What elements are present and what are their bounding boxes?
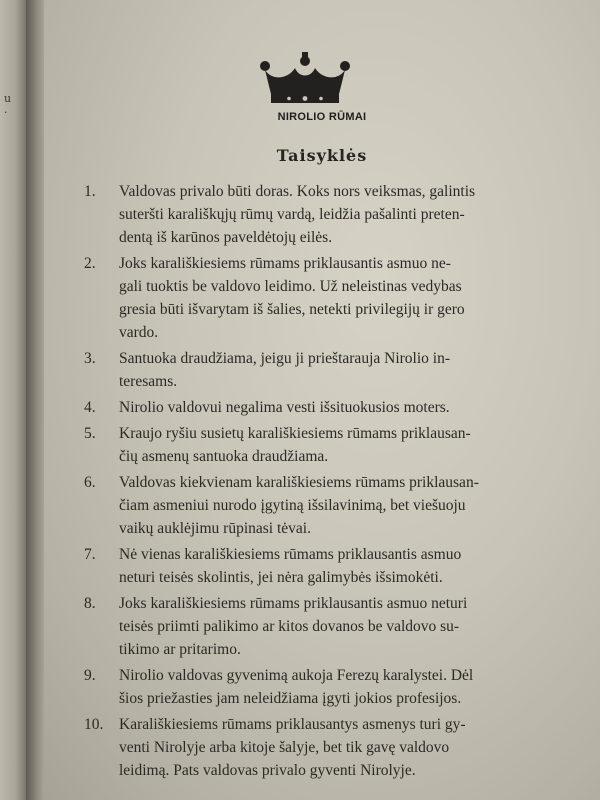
rule-text-line: Santuoka draudžiama, jeigu ji prieštarauja Nirolio in- [119, 350, 450, 367]
rule-number: 7. [84, 546, 96, 563]
rule-text [119, 347, 549, 393]
rule-text [119, 592, 549, 661]
rule-number: 10. [84, 716, 104, 733]
rule-item [44, 664, 600, 710]
rule-text-line: Nirolio valdovui negalima vesti išsituokusios moters. [119, 399, 450, 416]
rule-number: 6. [84, 474, 96, 491]
rule-item [44, 471, 600, 540]
rule-text-line: čiam asmeniui nurodo įgytiną išsilavinimą, bet viešuoju [119, 497, 466, 514]
rule-text-line: Joks karališkiesiems rūmams priklausantis asmuo ne- [119, 255, 451, 272]
rule-text-line: venti Nirolyje arba kitoje šalyje, bet tik gavę valdovo [119, 739, 450, 756]
rule-item [44, 180, 600, 249]
rule-text-line: Nė vienas karališkiesiems rūmams priklausantis asmuo [119, 546, 462, 563]
rule-text-line: Joks karališkiesiems rūmams priklausantis asmuo neturi [119, 595, 468, 612]
rule-text [119, 180, 549, 249]
book-page [44, 0, 600, 800]
rule-text [119, 422, 549, 468]
rule-number: 2. [84, 255, 96, 272]
rule-text-line: gali tuoktis be valdovo leidimo. Už neleistinas vedybas [119, 278, 462, 295]
rule-text-line: neturi teisės skolintis, jei nėra galimybės išsimokėti. [119, 569, 443, 586]
rule-text [119, 543, 549, 589]
facing-page-text-fragment: u · [4, 92, 12, 119]
rule-number: 9. [84, 667, 96, 684]
rule-text [119, 396, 549, 419]
rule-text-line: dentą iš karūnos paveldėtojų eilės. [119, 229, 333, 246]
rule-item [44, 422, 600, 468]
book-spine [26, 0, 44, 800]
rule-text [119, 713, 549, 782]
rule-text-line: vaikų auklėjimu rūpinasi tėvai. [119, 520, 311, 537]
house-name: NIROLIO RŪMAI [277, 111, 367, 123]
page-title: Taisyklės [276, 146, 368, 165]
rule-item [44, 543, 600, 589]
rule-text-line: čių asmenų santuoka draudžiama. [119, 448, 329, 465]
rule-text [119, 471, 549, 540]
rule-item [44, 396, 600, 419]
rule-item [44, 592, 600, 661]
rule-item [44, 347, 600, 393]
rule-text [119, 664, 549, 710]
rule-item [44, 252, 600, 344]
rule-text-line: Valdovas privalo būti doras. Koks nors veiksmas, galintis [119, 183, 476, 200]
rule-text-line: šios priežasties jam neleidžiama įgyti jokios profesijos. [119, 690, 462, 707]
rule-number: 4. [84, 399, 96, 416]
rule-text-line: tikimo ar pritarimo. [119, 641, 241, 658]
rule-text-line: leidimą. Pats valdovas privalo gyventi Nirolyje. [119, 762, 416, 779]
crown-icon [259, 52, 351, 104]
rule-text-line: vardo. [119, 324, 159, 341]
rule-text-line: suteršti karališkųjų rūmų vardą, leidžia pašalinti preten- [119, 206, 465, 223]
rule-text-line: teisės priimti palikimo ar kitos dovanos be valdovo su- [119, 618, 460, 635]
rule-number: 3. [84, 350, 96, 367]
rule-text-line: Kraujo ryšiu susietų karališkiesiems rūmams priklausan- [119, 425, 471, 442]
rule-item [44, 713, 600, 782]
rule-text-line: Valdovas kiekvienam karališkiesiems rūmams priklausan- [119, 474, 479, 491]
rule-text-line: Karališkiesiems rūmams priklausantys asmenys turi gy- [119, 716, 466, 733]
rule-text-line: teresams. [119, 373, 178, 390]
rule-number: 5. [84, 425, 96, 442]
facing-page [0, 0, 26, 800]
rule-text-line: Nirolio valdovas gyvenimą aukoja Ferezų karalystei. Dėl [119, 667, 474, 684]
rule-number: 8. [84, 595, 96, 612]
rule-number: 1. [84, 183, 96, 200]
rules-list [44, 180, 600, 785]
rule-text-line: gresia būti išvarytam iš šalies, netekti privilegijų ir gero [119, 301, 465, 318]
rule-text [119, 252, 549, 344]
